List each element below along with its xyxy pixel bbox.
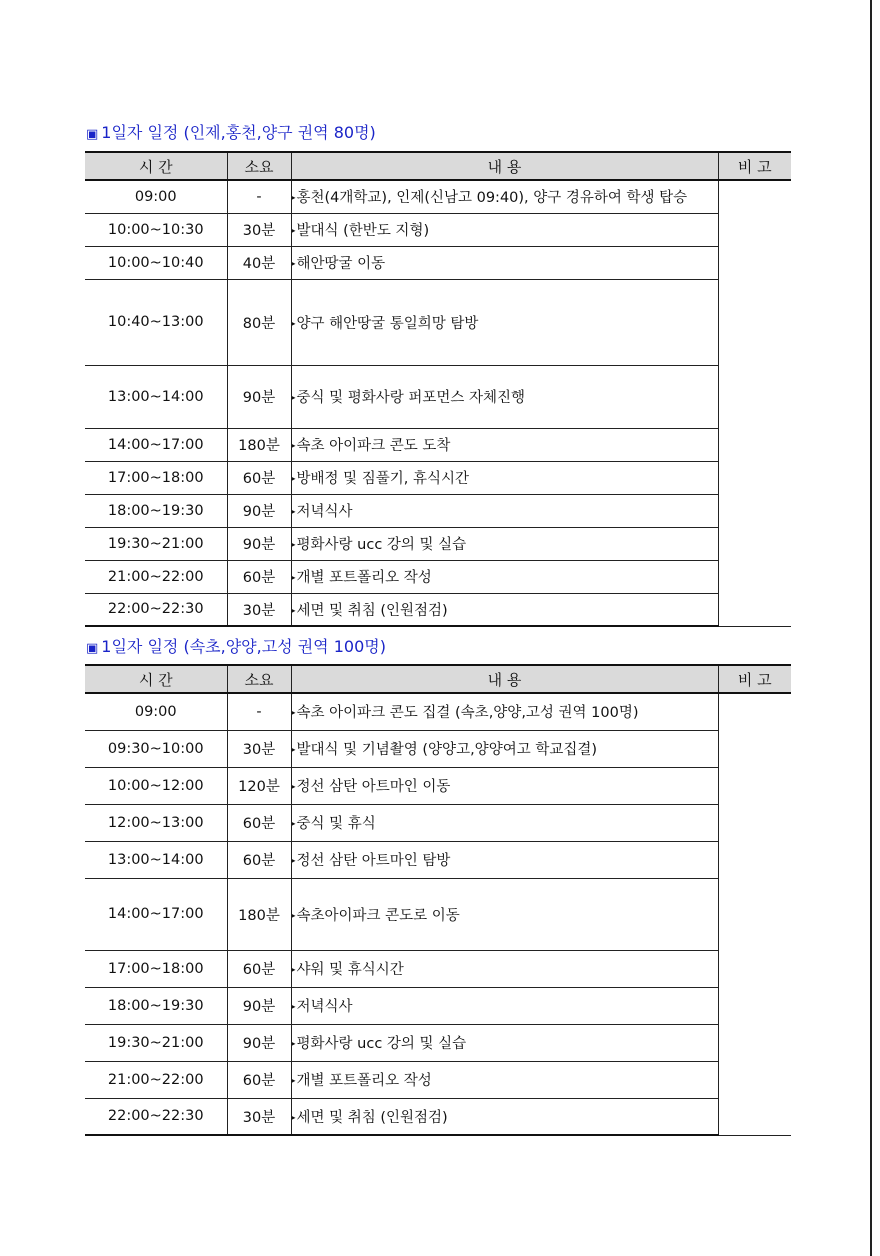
duration-cell: 30분 (227, 730, 291, 767)
time-cell: 19:30~21:00 (85, 527, 227, 560)
content-cell (291, 878, 718, 950)
section-title-text: 1일자 일정 (속초,양양,고성 권역 100명) (101, 637, 386, 656)
triangle-bullet-icon: ▸ (291, 910, 296, 920)
triangle-bullet-icon: ▸ (291, 965, 296, 974)
duration-cell: 180분 (227, 878, 291, 950)
header-note: 비 고 (718, 665, 791, 693)
time-cell: 19:30~21:00 (85, 1024, 227, 1061)
content-text: 발대식 (한반도 지형) (296, 223, 430, 239)
content-text: 양구 해안땅굴 통일희망 탐방 (296, 315, 479, 332)
header-content: 내 용 (291, 152, 718, 180)
content-cell (291, 494, 718, 527)
table-row (85, 804, 791, 841)
duration-cell: 60분 (227, 1061, 291, 1098)
triangle-bullet-icon: ▸ (291, 540, 296, 549)
header-note: 비 고 (718, 152, 791, 180)
content-text: 세면 및 취침 (인원점검) (296, 1109, 448, 1126)
content-text: 정선 삼탄 아트마인 탐방 (296, 853, 451, 869)
header-content: 내 용 (291, 665, 718, 693)
table-row (85, 593, 791, 626)
content-cell (291, 987, 718, 1024)
triangle-bullet-icon: ▸ (291, 1002, 296, 1011)
time-cell: 21:00~22:00 (85, 1061, 227, 1098)
content-text: 중식 및 평화사랑 퍼포먼스 자체진행 (296, 390, 526, 406)
content-text: 평화사랑 ucc 강의 및 실습 (296, 537, 467, 553)
schedule-table (85, 664, 791, 1136)
content-cell (291, 693, 718, 730)
content-text: 속초 아이파크 콘도 도착 (296, 438, 451, 454)
triangle-bullet-icon: ▸ (291, 708, 296, 718)
duration-cell: 90분 (227, 494, 291, 527)
content-cell (291, 180, 718, 213)
time-cell: 13:00~14:00 (85, 365, 227, 428)
header-time: 시 간 (85, 665, 227, 693)
table-row (85, 841, 791, 878)
time-cell: 09:30~10:00 (85, 730, 227, 767)
time-cell: 17:00~18:00 (85, 461, 227, 494)
duration-cell: 90분 (227, 365, 291, 428)
time-cell: 17:00~18:00 (85, 950, 227, 987)
table-row (85, 246, 791, 279)
content-text: 발대식 및 기념촬영 (양양고,양양여고 학교집결) (296, 742, 598, 758)
content-cell (291, 560, 718, 593)
time-cell: 10:00~10:40 (85, 246, 227, 279)
content-cell (291, 527, 718, 560)
triangle-bullet-icon: ▸ (291, 819, 296, 828)
table-row (85, 878, 791, 950)
duration-cell: 40분 (227, 246, 291, 279)
content-cell (291, 246, 718, 279)
time-cell: 09:00 (85, 693, 227, 730)
duration-cell: - (227, 180, 291, 213)
content-text: 저녁식사 (296, 504, 353, 520)
content-text: 평화사랑 ucc 강의 및 실습 (296, 1036, 467, 1052)
content-cell (291, 730, 718, 767)
table-row (85, 365, 791, 428)
triangle-bullet-icon: ▸ (291, 856, 296, 865)
triangle-bullet-icon: ▸ (291, 474, 296, 483)
triangle-bullet-icon: ▸ (291, 1076, 296, 1085)
table-row (85, 279, 791, 365)
duration-cell: 80분 (227, 279, 291, 365)
table-row (85, 428, 791, 461)
table-row (85, 527, 791, 560)
time-cell: 21:00~22:00 (85, 560, 227, 593)
content-text: 속초 아이파크 콘도 집결 (속초,양양,고성 권역 100명) (296, 705, 639, 722)
note-cell (718, 180, 791, 626)
content-cell (291, 1098, 718, 1135)
content-cell (291, 1024, 718, 1061)
content-cell (291, 841, 718, 878)
table-row (85, 494, 791, 527)
content-cell (291, 365, 718, 428)
content-cell (291, 213, 718, 246)
content-cell (291, 804, 718, 841)
header-duration: 소요 (227, 665, 291, 693)
section-title-text: 1일자 일정 (인제,홍천,양구 권역 80명) (101, 123, 376, 142)
triangle-bullet-icon: ▸ (291, 745, 296, 754)
duration-cell: 90분 (227, 527, 291, 560)
content-cell (291, 1061, 718, 1098)
time-cell: 10:40~13:00 (85, 279, 227, 365)
content-text: 홍천(4개학교), 인제(신남고 09:40), 양구 경유하여 학생 탑승 (296, 190, 688, 207)
time-cell: 22:00~22:30 (85, 1098, 227, 1135)
content-text: 속초아이파크 콘도로 이동 (296, 907, 460, 924)
table-row (85, 767, 791, 804)
time-cell: 18:00~19:30 (85, 494, 227, 527)
table-row (85, 693, 791, 730)
duration-cell: 60분 (227, 560, 291, 593)
table-row (85, 950, 791, 987)
triangle-bullet-icon: ▸ (291, 318, 296, 328)
duration-cell: 90분 (227, 1024, 291, 1061)
duration-cell: 180분 (227, 428, 291, 461)
content-text: 세면 및 취침 (인원점검) (296, 602, 448, 619)
table-row (85, 213, 791, 246)
time-cell: 12:00~13:00 (85, 804, 227, 841)
table-header-row (85, 152, 791, 180)
table-row (85, 1024, 791, 1061)
duration-cell: 60분 (227, 841, 291, 878)
duration-cell: 60분 (227, 461, 291, 494)
note-cell (718, 693, 791, 1135)
time-cell: 14:00~17:00 (85, 428, 227, 461)
time-cell: 10:00~10:30 (85, 213, 227, 246)
time-cell: 22:00~22:30 (85, 593, 227, 626)
content-text: 방배정 및 짐풀기, 휴식시간 (296, 471, 470, 487)
duration-cell: 120분 (227, 767, 291, 804)
content-cell (291, 461, 718, 494)
table-row (85, 461, 791, 494)
schedule-table (85, 151, 791, 627)
content-cell (291, 428, 718, 461)
table-row (85, 987, 791, 1024)
content-text: 중식 및 휴식 (296, 816, 376, 832)
content-cell (291, 767, 718, 804)
time-cell: 10:00~12:00 (85, 767, 227, 804)
content-text: 해안땅굴 이동 (296, 256, 386, 272)
triangle-bullet-icon: ▸ (291, 393, 296, 402)
triangle-bullet-icon: ▸ (291, 1112, 296, 1122)
table-row (85, 730, 791, 767)
header-duration: 소요 (227, 152, 291, 180)
page-edge-rule (870, 0, 872, 1256)
table-row (85, 1098, 791, 1135)
triangle-bullet-icon: ▸ (291, 1039, 296, 1048)
square-bullet-icon: ▣ (86, 127, 99, 142)
time-cell: 09:00 (85, 180, 227, 213)
table-row (85, 560, 791, 593)
duration-cell: 30분 (227, 1098, 291, 1135)
triangle-bullet-icon: ▸ (291, 507, 296, 516)
duration-cell: 60분 (227, 950, 291, 987)
section-title (86, 123, 376, 145)
table-row (85, 1061, 791, 1098)
duration-cell: 30분 (227, 213, 291, 246)
duration-cell: 90분 (227, 987, 291, 1024)
triangle-bullet-icon: ▸ (291, 226, 296, 235)
time-cell: 18:00~19:30 (85, 987, 227, 1024)
table-header-row (85, 665, 791, 693)
time-cell: 13:00~14:00 (85, 841, 227, 878)
section-title (86, 637, 386, 659)
content-cell (291, 593, 718, 626)
content-text: 샤워 및 휴식시간 (296, 962, 404, 978)
content-text: 개별 포트폴리오 작성 (296, 1073, 432, 1089)
triangle-bullet-icon: ▸ (291, 259, 296, 268)
triangle-bullet-icon: ▸ (291, 441, 296, 450)
header-time: 시 간 (85, 152, 227, 180)
triangle-bullet-icon: ▸ (291, 193, 296, 203)
content-text: 개별 포트폴리오 작성 (296, 570, 432, 586)
content-cell (291, 279, 718, 365)
duration-cell: 60분 (227, 804, 291, 841)
triangle-bullet-icon: ▸ (291, 573, 296, 582)
triangle-bullet-icon: ▸ (291, 782, 296, 791)
table-row (85, 180, 791, 213)
duration-cell: 30분 (227, 593, 291, 626)
content-text: 저녁식사 (296, 999, 353, 1015)
content-text: 정선 삼탄 아트마인 이동 (296, 779, 451, 795)
time-cell: 14:00~17:00 (85, 878, 227, 950)
content-cell (291, 950, 718, 987)
triangle-bullet-icon: ▸ (291, 605, 296, 615)
square-bullet-icon: ▣ (86, 641, 99, 656)
duration-cell: - (227, 693, 291, 730)
